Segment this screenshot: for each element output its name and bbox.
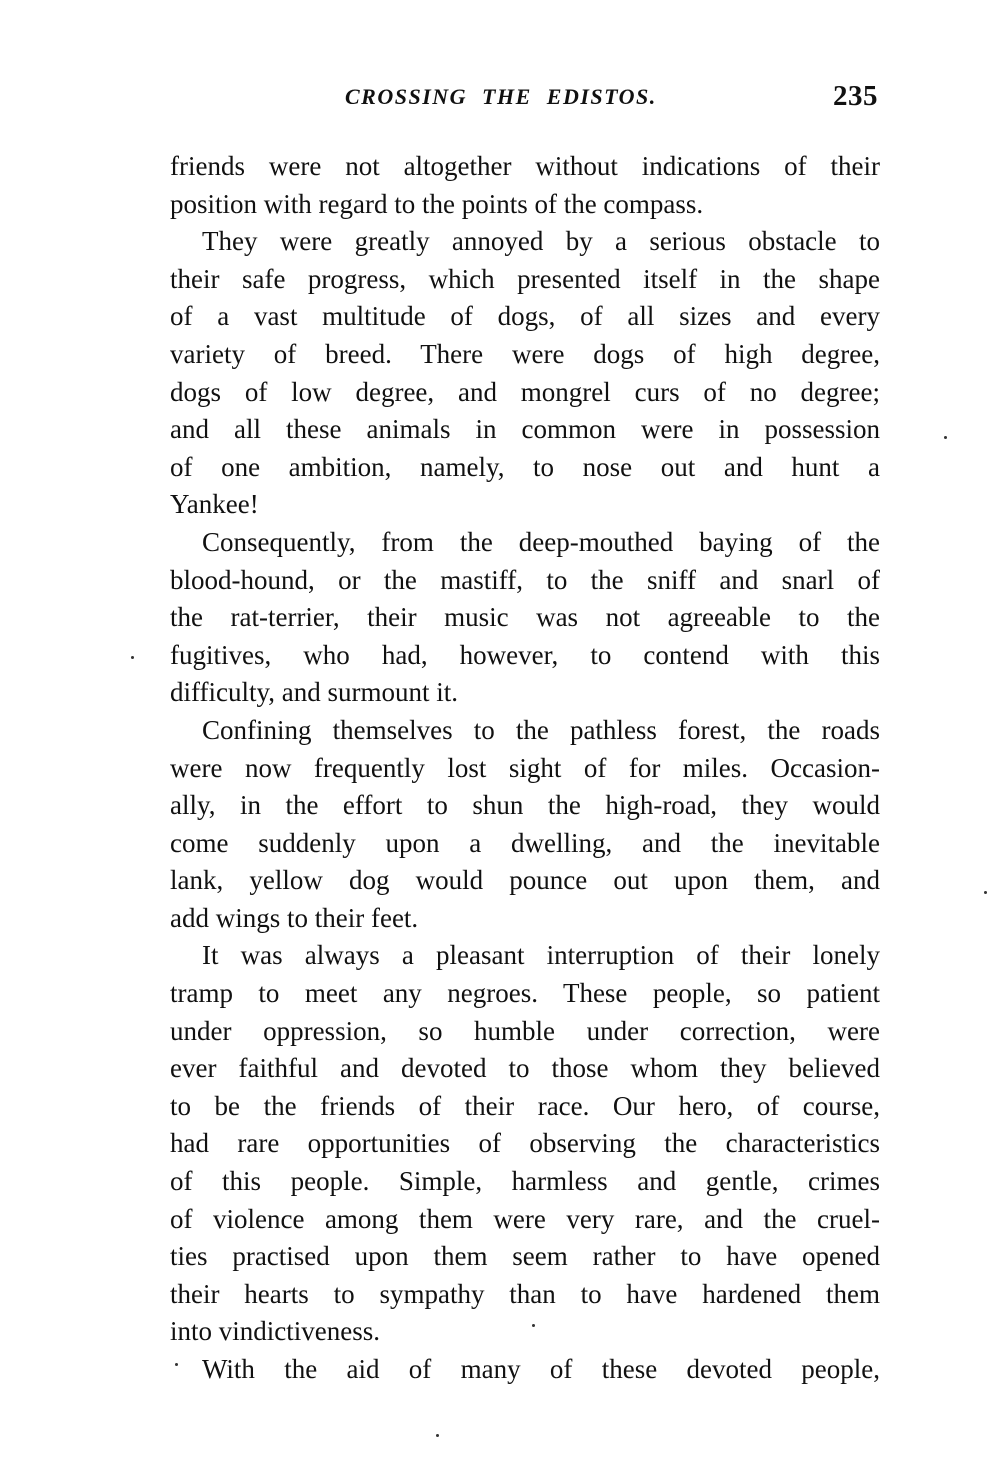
paragraph-3 <box>170 524 880 712</box>
scan-speck <box>131 656 134 659</box>
text-line: and all these animals in common were in possession <box>170 414 880 445</box>
text-line: With the aid of many of these devoted people, <box>202 1354 880 1384</box>
text-line: of a vast multitude of dogs, of all sizes and every <box>170 301 880 332</box>
text-line: come suddenly upon a dwelling, and the inevitable <box>170 827 880 858</box>
paragraph-2 <box>170 223 880 524</box>
text-line: to be the friends of their race. Our hero, of course, <box>170 1090 880 1121</box>
text-line: It was always a pleasant interruption of their lonely <box>202 940 880 971</box>
scan-speck <box>175 1363 178 1366</box>
text-line: add wings to their feet. <box>170 902 419 933</box>
text-line: friends were not altogether without indications of their <box>170 151 880 181</box>
scan-speck <box>944 436 947 439</box>
text-line: of violence among them were very rare, and the cruel- <box>170 1203 880 1234</box>
paragraph-6 <box>170 1351 880 1389</box>
text-line: their safe progress, which presented itself in the shape <box>170 263 880 294</box>
text-line: They were greatly annoyed by a serious obstacle to <box>202 226 880 257</box>
text-line: under oppression, so humble under correction, were <box>170 1015 880 1046</box>
text-line: variety of breed. There were dogs of high degree, <box>170 338 880 369</box>
text-line: tramp to meet any negroes. These people, so patient <box>170 978 880 1009</box>
page-number: 235 <box>833 80 878 112</box>
text-line: ties practised upon them seem rather to have opened <box>170 1241 880 1272</box>
text-line: difficulty, and surmount it. <box>170 677 458 708</box>
text-line: ever faithful and devoted to those whom they believed <box>170 1053 880 1084</box>
text-line: of this people. Simple, harmless and gentle, crimes <box>170 1166 880 1197</box>
text-line: position with regard to the points of the compass. <box>170 188 704 219</box>
text-line: the rat-terrier, their music was not agreeable to the <box>170 602 880 633</box>
text-line: Yankee! <box>170 489 259 520</box>
text-line: lank, yellow dog would pounce out upon them, and <box>170 865 880 896</box>
running-title: CROSSING THE EDISTOS. <box>345 84 657 109</box>
text-line: were now frequently lost sight of for miles. Occasion- <box>170 752 880 783</box>
paragraph-5 <box>170 937 880 1351</box>
text-line: fugitives, who had, however, to contend with this <box>170 639 880 670</box>
text-line: Consequently, from the deep-mouthed baying of the <box>202 526 880 557</box>
scan-speck <box>532 1324 535 1327</box>
body-text <box>170 148 880 1389</box>
running-head <box>170 80 878 120</box>
text-line: had rare opportunities of observing the characteristics <box>170 1128 880 1159</box>
paragraph-1 <box>170 148 880 223</box>
scan-speck <box>436 1434 439 1437</box>
text-line: into vindictiveness. <box>170 1316 380 1347</box>
text-line: ally, in the effort to shun the high-road, they would <box>170 790 880 821</box>
text-line: Confining themselves to the pathless forest, the roads <box>202 714 880 745</box>
text-line: blood-hound, or the mastiff, to the sniff and snarl of <box>170 564 880 595</box>
text-line: their hearts to sympathy than to have hardened them <box>170 1278 880 1309</box>
text-line: of one ambition, namely, to nose out and hunt a <box>170 451 880 482</box>
scan-speck <box>984 891 987 894</box>
paragraph-4 <box>170 712 880 938</box>
text-line: dogs of low degree, and mongrel curs of no degree; <box>170 376 880 407</box>
